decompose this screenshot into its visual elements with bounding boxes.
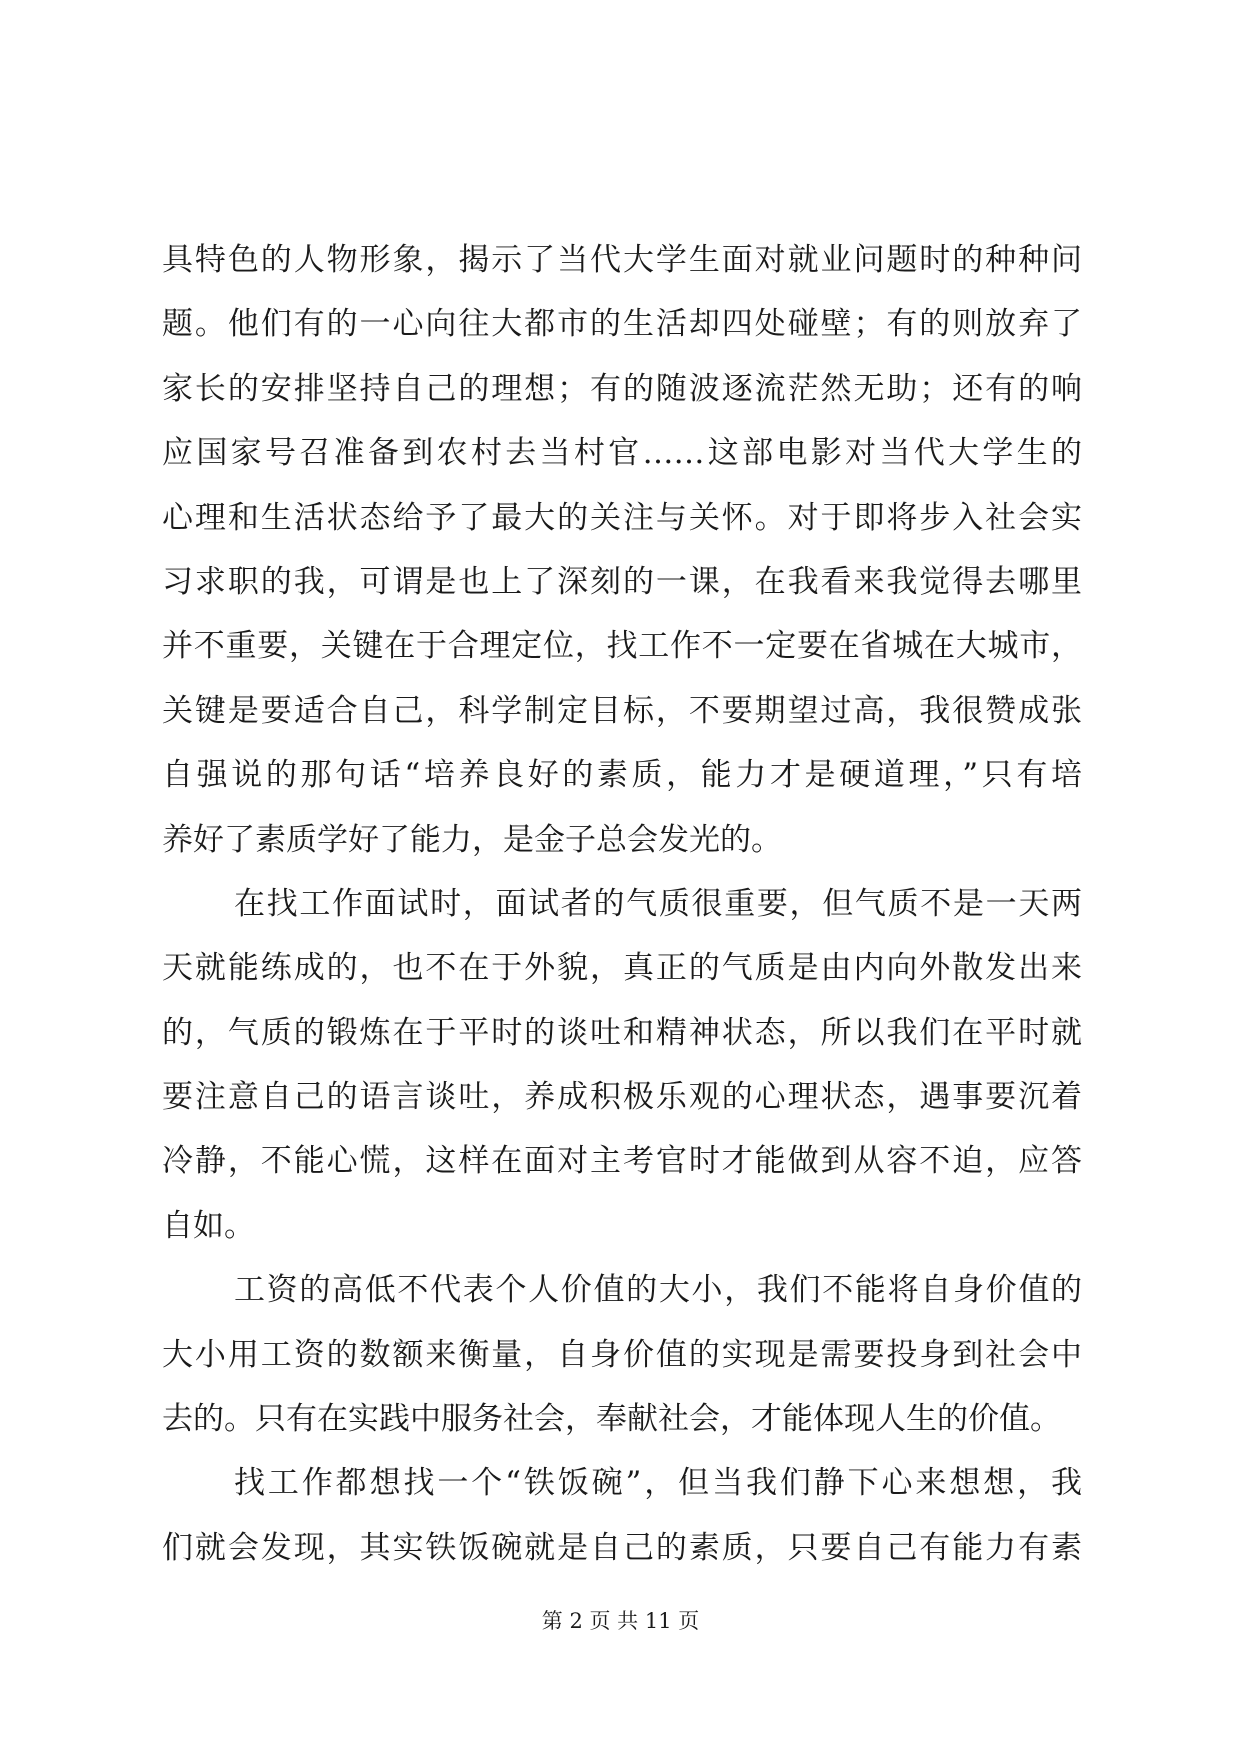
text-line: 要注意自己的语言谈吐，养成积极乐观的心理状态，遇事要沉着: [162, 1079, 1082, 1116]
page-number-footer: 第 2 页 共 11 页: [541, 1609, 700, 1633]
text-line: 冷静，不能心慌，这样在面对主考官时才能做到从容不迫，应答: [162, 1143, 1082, 1180]
text-line: 工资的高低不代表个人价值的大小，我们不能将自身价值的: [234, 1272, 1082, 1309]
text-line: 找工作都想找一个“铁饭碗”，但当我们静下心来想想，我: [234, 1465, 1082, 1502]
text-line: 家长的安排坚持自己的理想；有的随波逐流茫然无助；还有的响: [162, 370, 1082, 407]
text-line: 题。他们有的一心向往大都市的生活却四处碰壁；有的则放弃了: [162, 306, 1082, 343]
text-line: 具特色的人物形象，揭示了当代大学生面对就业问题时的种种问: [162, 242, 1082, 278]
text-line: 在找工作面试时，面试者的气质很重要，但气质不是一天两: [234, 885, 1082, 922]
text-line: 并不重要，关键在于合理定位，找工作不一定要在省城在大城市，: [162, 628, 1082, 665]
text-line: 们就会发现，其实铁饭碗就是自己的素质，只要自己有能力有素: [162, 1529, 1082, 1566]
text-line: 去的。只有在实践中服务社会，奉献社会，才能体现人生的价值。: [162, 1401, 1061, 1438]
text-line: 心理和生活状态给予了最大的关注与关怀。对于即将步入社会实: [162, 499, 1082, 536]
text-line: 应国家号召准备到农村去当村官……这部电影对当代大学生的: [162, 435, 1082, 472]
text-line: 自强说的那句话“培养良好的素质，能力才是硬道理，”只有培: [162, 757, 1082, 794]
document-body: [162, 228, 1082, 1580]
text-line: 的，气质的锻炼在于平时的谈吐和精神状态，所以我们在平时就: [162, 1014, 1082, 1051]
text-line: 关键是要适合自己，科学制定目标，不要期望过高，我很赞成张: [162, 692, 1082, 729]
text-line: 养好了素质学好了能力，是金子总会发光的。: [162, 821, 782, 858]
text-line: 习求职的我，可谓是也上了深刻的一课，在我看来我觉得去哪里: [162, 563, 1082, 600]
text-line: 大小用工资的数额来衡量，自身价值的实现是需要投身到社会中: [162, 1336, 1082, 1373]
text-line: 自如。: [162, 1207, 255, 1244]
text-line: 天就能练成的，也不在于外貌，真正的气质是由内向外散发出来: [162, 950, 1082, 987]
